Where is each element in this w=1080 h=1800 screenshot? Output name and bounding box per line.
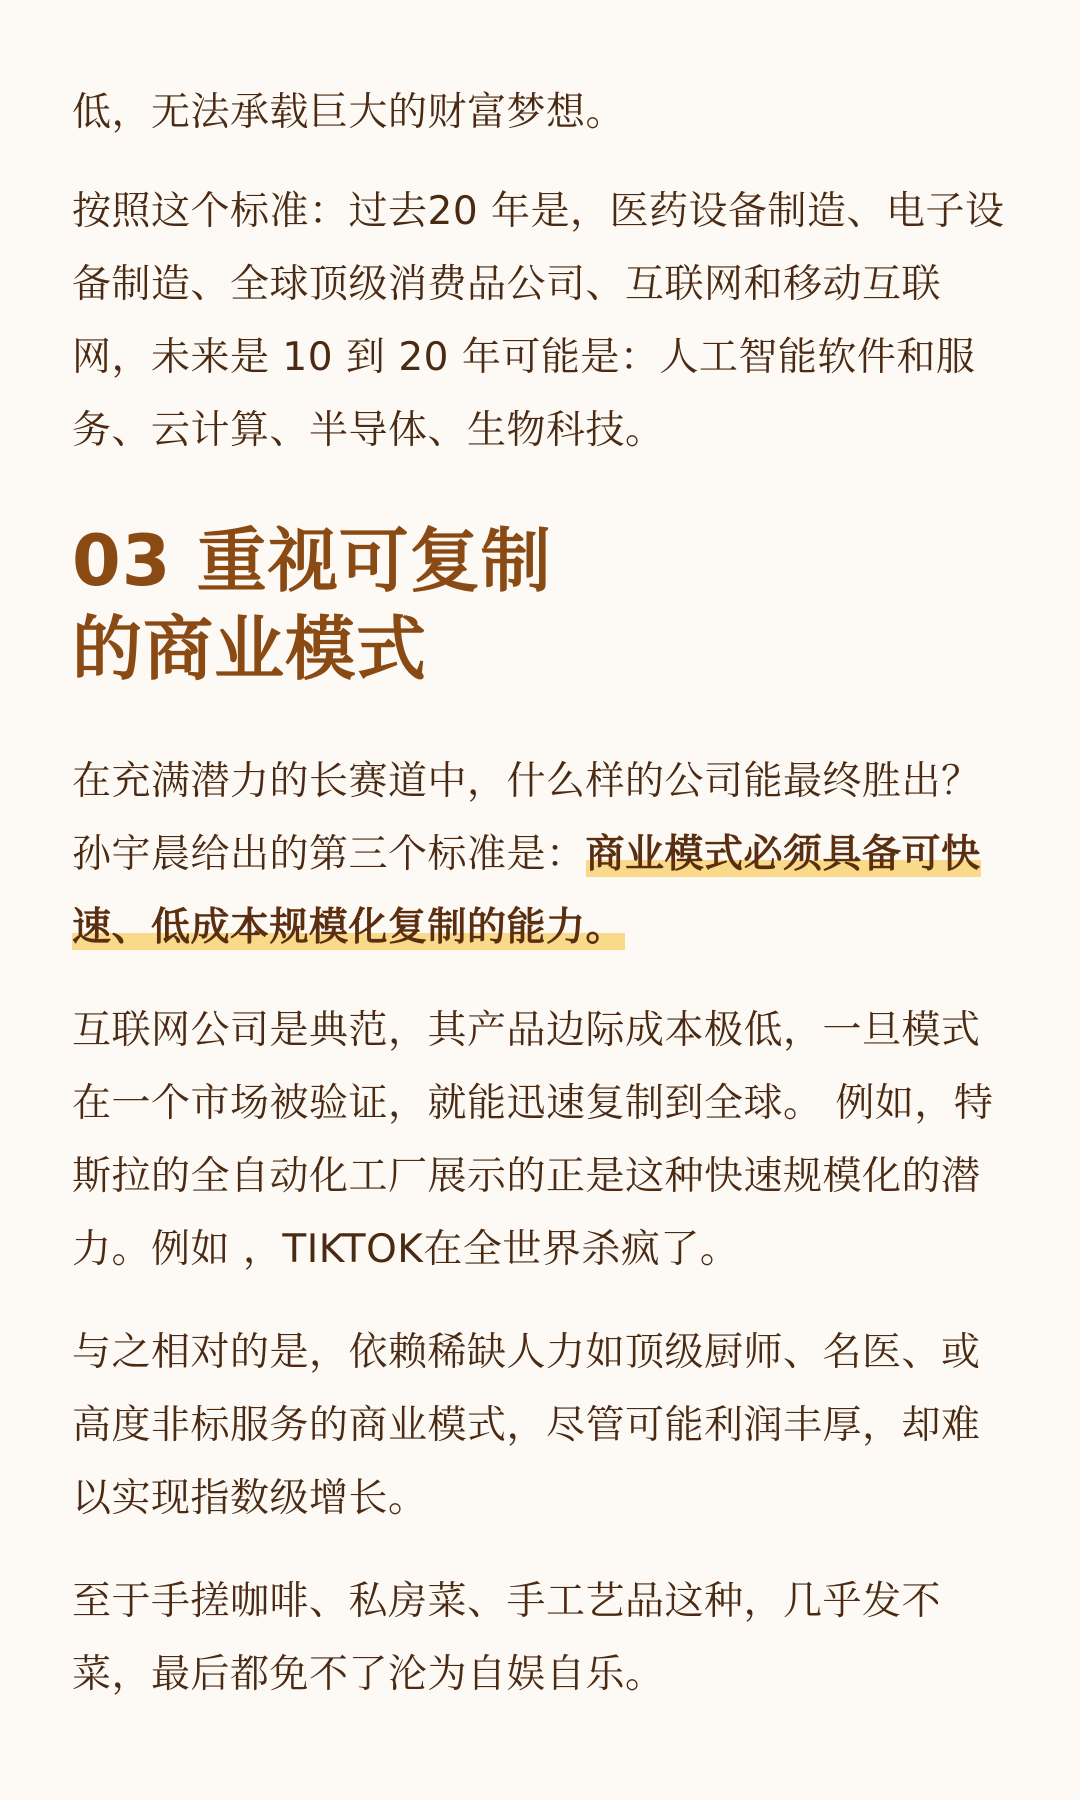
paragraph-industry-standard: 按照这个标准：过去20 年是，医药设备制造、电子设备制造、全球顶级消费品公司、互联网和移动互联网，未来是 10 到 20 年可能是：人工智能软件和服务、云计算、半导体、生物科技。 xyxy=(72,189,1005,453)
paragraph-third-standard-text: 在充满潜力的长赛道中，什么样的公司能最终胜出？孙宇晨给出的第三个标准是： xyxy=(72,759,981,877)
section-heading-line-1: 03 重视可复制 xyxy=(72,520,552,602)
paragraph-intro-tail: 低，无法承载巨大的财富梦想。 xyxy=(72,90,626,135)
section-heading-line-2: 的商业模式 xyxy=(72,608,427,690)
highlighted-key-point: 商业模式必须具备可快速、低成本规模化复制的能力。 xyxy=(72,832,981,950)
paragraph-contrast: 与之相对的是，依赖稀缺人力如顶级厨师、名医、或高度非标服务的商业模式，尽管可能利润丰厚，却难以实现指数级增长。 xyxy=(72,1330,981,1521)
article-body xyxy=(72,0,1008,1711)
paragraph-handcraft: 至于手搓咖啡、私房菜、手工艺品这种，几乎发不菜，最后都免不了沦为自娱自乐。 xyxy=(72,1579,942,1697)
section-heading xyxy=(72,517,1008,693)
paragraph-third-standard xyxy=(72,745,1008,964)
paragraph-internet-example: 互联网公司是典范，其产品边际成本极低，一旦模式在一个市场被验证，就能迅速复制到全球。 例如，特斯拉的全自动化工厂展示的正是这种快速规模化的潜力。例如 ，TIKTOK在全世界杀疯了。 xyxy=(72,1008,994,1272)
